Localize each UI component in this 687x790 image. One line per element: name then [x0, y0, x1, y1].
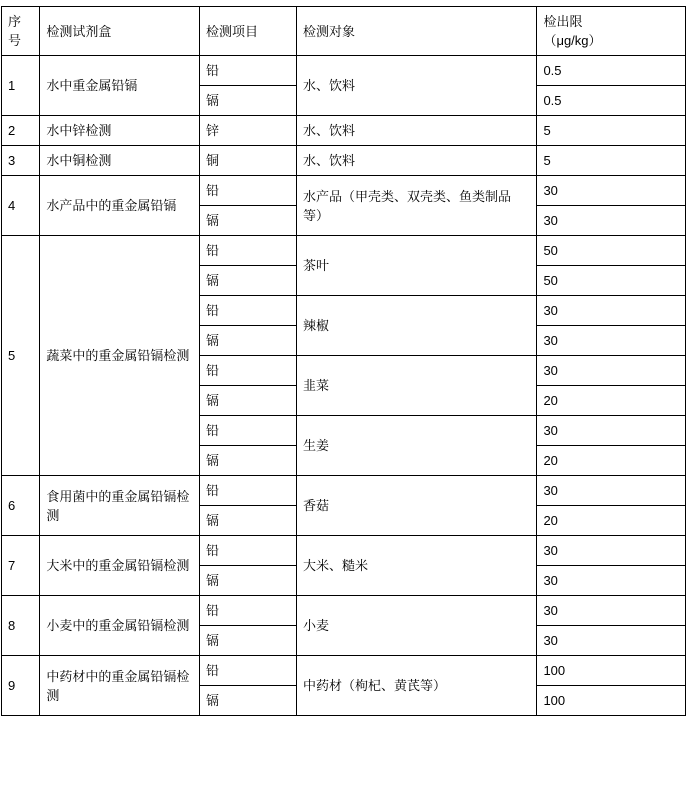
cell-limit: 30 [537, 596, 686, 626]
table-row [2, 476, 686, 506]
cell-limit: 50 [537, 236, 686, 266]
cell-item: 镉 [200, 266, 297, 296]
cell-limit: 30 [537, 296, 686, 326]
table-row [2, 596, 686, 626]
cell-item: 铅 [200, 596, 297, 626]
cell-no: 7 [2, 536, 40, 596]
cell-limit: 5 [537, 116, 686, 146]
cell-item: 镉 [200, 206, 297, 236]
table-row [2, 236, 686, 266]
cell-item: 镉 [200, 566, 297, 596]
cell-item: 铅 [200, 356, 297, 386]
cell-target: 辣椒 [297, 296, 537, 356]
cell-item: 镉 [200, 386, 297, 416]
cell-limit: 30 [537, 626, 686, 656]
cell-kit: 水产品中的重金属铅镉 [40, 176, 200, 236]
table-row [2, 56, 686, 86]
cell-item: 铅 [200, 236, 297, 266]
cell-item: 铅 [200, 416, 297, 446]
table-body [2, 56, 686, 716]
cell-limit: 100 [537, 686, 686, 716]
table-row [2, 176, 686, 206]
table-header [2, 7, 686, 56]
table-header-row [2, 7, 686, 56]
cell-target: 水、饮料 [297, 146, 537, 176]
cell-kit: 小麦中的重金属铅镉检测 [40, 596, 200, 656]
column-header-limit-line2: （μg/kg） [543, 33, 602, 48]
cell-item: 镉 [200, 446, 297, 476]
column-header-target: 检测对象 [297, 7, 537, 56]
cell-kit: 水中重金属铅镉 [40, 56, 200, 116]
cell-item: 铅 [200, 296, 297, 326]
cell-no: 9 [2, 656, 40, 716]
column-header-kit: 检测试剂盒 [40, 7, 200, 56]
cell-kit: 大米中的重金属铅镉检测 [40, 536, 200, 596]
cell-item: 镉 [200, 506, 297, 536]
cell-item: 铅 [200, 176, 297, 206]
cell-item: 镉 [200, 326, 297, 356]
cell-item: 铅 [200, 56, 297, 86]
cell-limit: 5 [537, 146, 686, 176]
cell-limit: 20 [537, 506, 686, 536]
table-row [2, 116, 686, 146]
cell-item: 铅 [200, 656, 297, 686]
cell-no: 5 [2, 236, 40, 476]
cell-target: 茶叶 [297, 236, 537, 296]
cell-limit: 30 [537, 176, 686, 206]
cell-target: 水、饮料 [297, 116, 537, 146]
cell-target: 中药材（枸杞、黄芪等） [297, 656, 537, 716]
cell-no: 8 [2, 596, 40, 656]
cell-no: 4 [2, 176, 40, 236]
cell-kit: 蔬菜中的重金属铅镉检测 [40, 236, 200, 476]
cell-item: 铅 [200, 536, 297, 566]
cell-limit: 30 [537, 566, 686, 596]
column-header-limit-line1: 检出限 [543, 14, 583, 29]
cell-limit: 0.5 [537, 86, 686, 116]
cell-target: 小麦 [297, 596, 537, 656]
cell-limit: 20 [537, 446, 686, 476]
cell-limit: 30 [537, 356, 686, 386]
cell-target: 水产品（甲壳类、双壳类、鱼类制品等） [297, 176, 537, 236]
cell-limit: 30 [537, 206, 686, 236]
cell-limit: 100 [537, 656, 686, 686]
detection-limits-table [1, 6, 686, 716]
cell-no: 2 [2, 116, 40, 146]
table-row [2, 656, 686, 686]
cell-item: 铜 [200, 146, 297, 176]
column-header-no: 序号 [2, 7, 40, 56]
cell-kit: 食用菌中的重金属铅镉检测 [40, 476, 200, 536]
cell-limit: 50 [537, 266, 686, 296]
cell-kit: 水中铜检测 [40, 146, 200, 176]
cell-kit: 中药材中的重金属铅镉检测 [40, 656, 200, 716]
cell-item: 铅 [200, 476, 297, 506]
cell-limit: 30 [537, 476, 686, 506]
column-header-item: 检测项目 [200, 7, 297, 56]
cell-item: 镉 [200, 86, 297, 116]
cell-item: 镉 [200, 626, 297, 656]
cell-limit: 30 [537, 416, 686, 446]
cell-no: 6 [2, 476, 40, 536]
cell-target: 水、饮料 [297, 56, 537, 116]
cell-target: 韭菜 [297, 356, 537, 416]
table-row [2, 146, 686, 176]
cell-item: 锌 [200, 116, 297, 146]
cell-no: 3 [2, 146, 40, 176]
cell-limit: 0.5 [537, 56, 686, 86]
cell-limit: 30 [537, 536, 686, 566]
cell-no: 1 [2, 56, 40, 116]
cell-target: 香菇 [297, 476, 537, 536]
table-row [2, 536, 686, 566]
column-header-limit [537, 7, 686, 56]
cell-kit: 水中锌检测 [40, 116, 200, 146]
cell-target: 生姜 [297, 416, 537, 476]
cell-limit: 20 [537, 386, 686, 416]
cell-item: 镉 [200, 686, 297, 716]
cell-limit: 30 [537, 326, 686, 356]
cell-target: 大米、糙米 [297, 536, 537, 596]
